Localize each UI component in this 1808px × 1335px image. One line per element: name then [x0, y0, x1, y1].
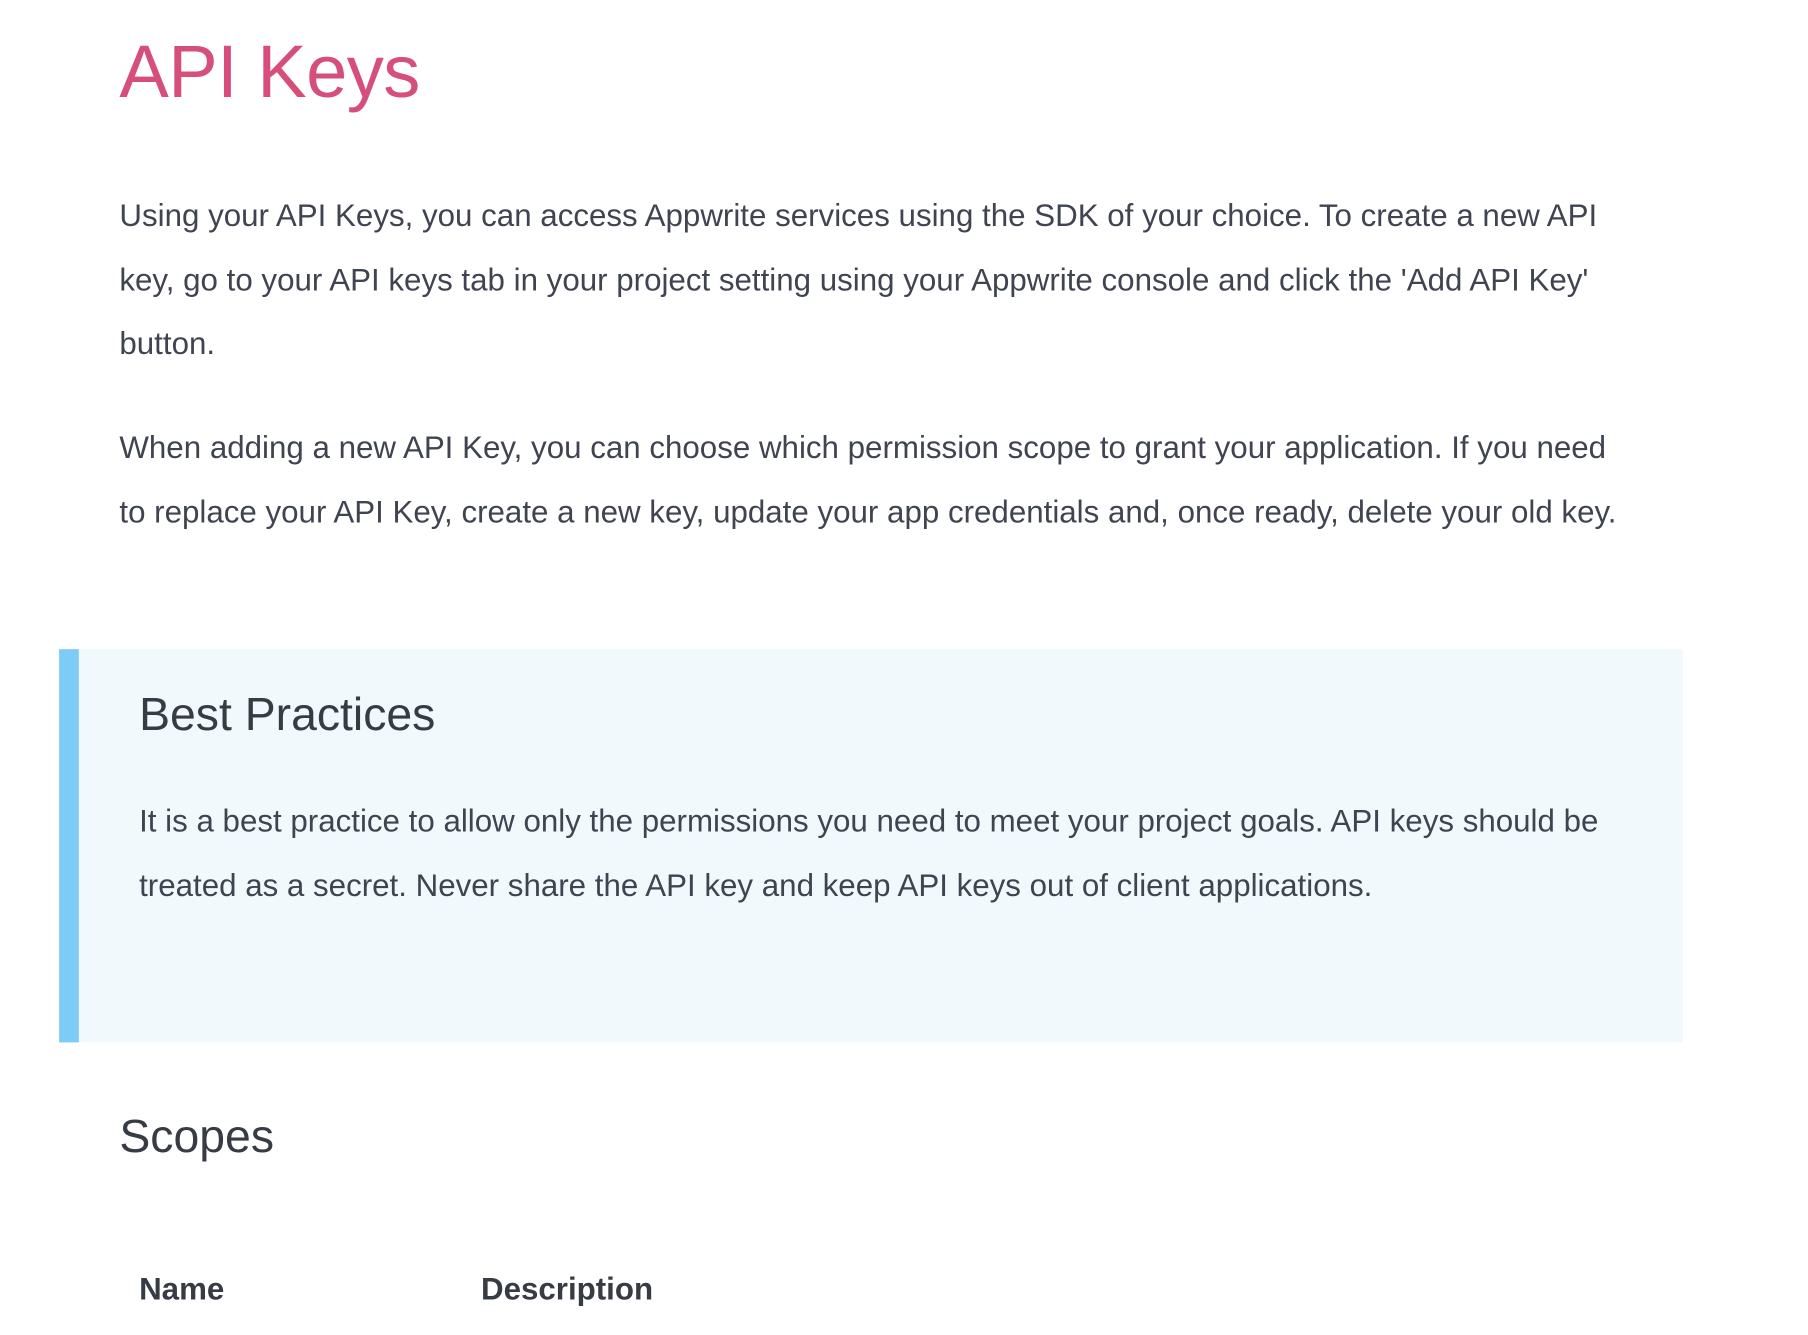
column-header-name: Name	[139, 1271, 225, 1307]
callout-accent-bar	[59, 649, 79, 1042]
best-practices-callout	[59, 649, 1683, 1042]
callout-title: Best Practices	[139, 689, 436, 741]
scopes-table-header	[119, 1266, 1684, 1335]
callout-text: It is a best practice to allow only the permissions you need to meet your project goals. API keys should be treated as a secret. Never share the API key and keep API keys out of client applications.	[139, 803, 1599, 903]
intro-paragraph: Using your API Keys, you can access Appwrite services using the SDK of your choice. To create a new API key, go to your API keys tab in your project setting using your Appwrite console and click the 'Add API Key' button.	[119, 198, 1598, 361]
scopes-heading: Scopes	[119, 1111, 275, 1163]
scope-paragraph: When adding a new API Key, you can choose which permission scope to grant your application. If you need to replace your API Key, create a new key, update your app credentials and, once ready, delete your old key.	[119, 430, 1617, 529]
column-header-description: Description	[480, 1271, 654, 1307]
page-title: API Keys	[119, 29, 420, 114]
